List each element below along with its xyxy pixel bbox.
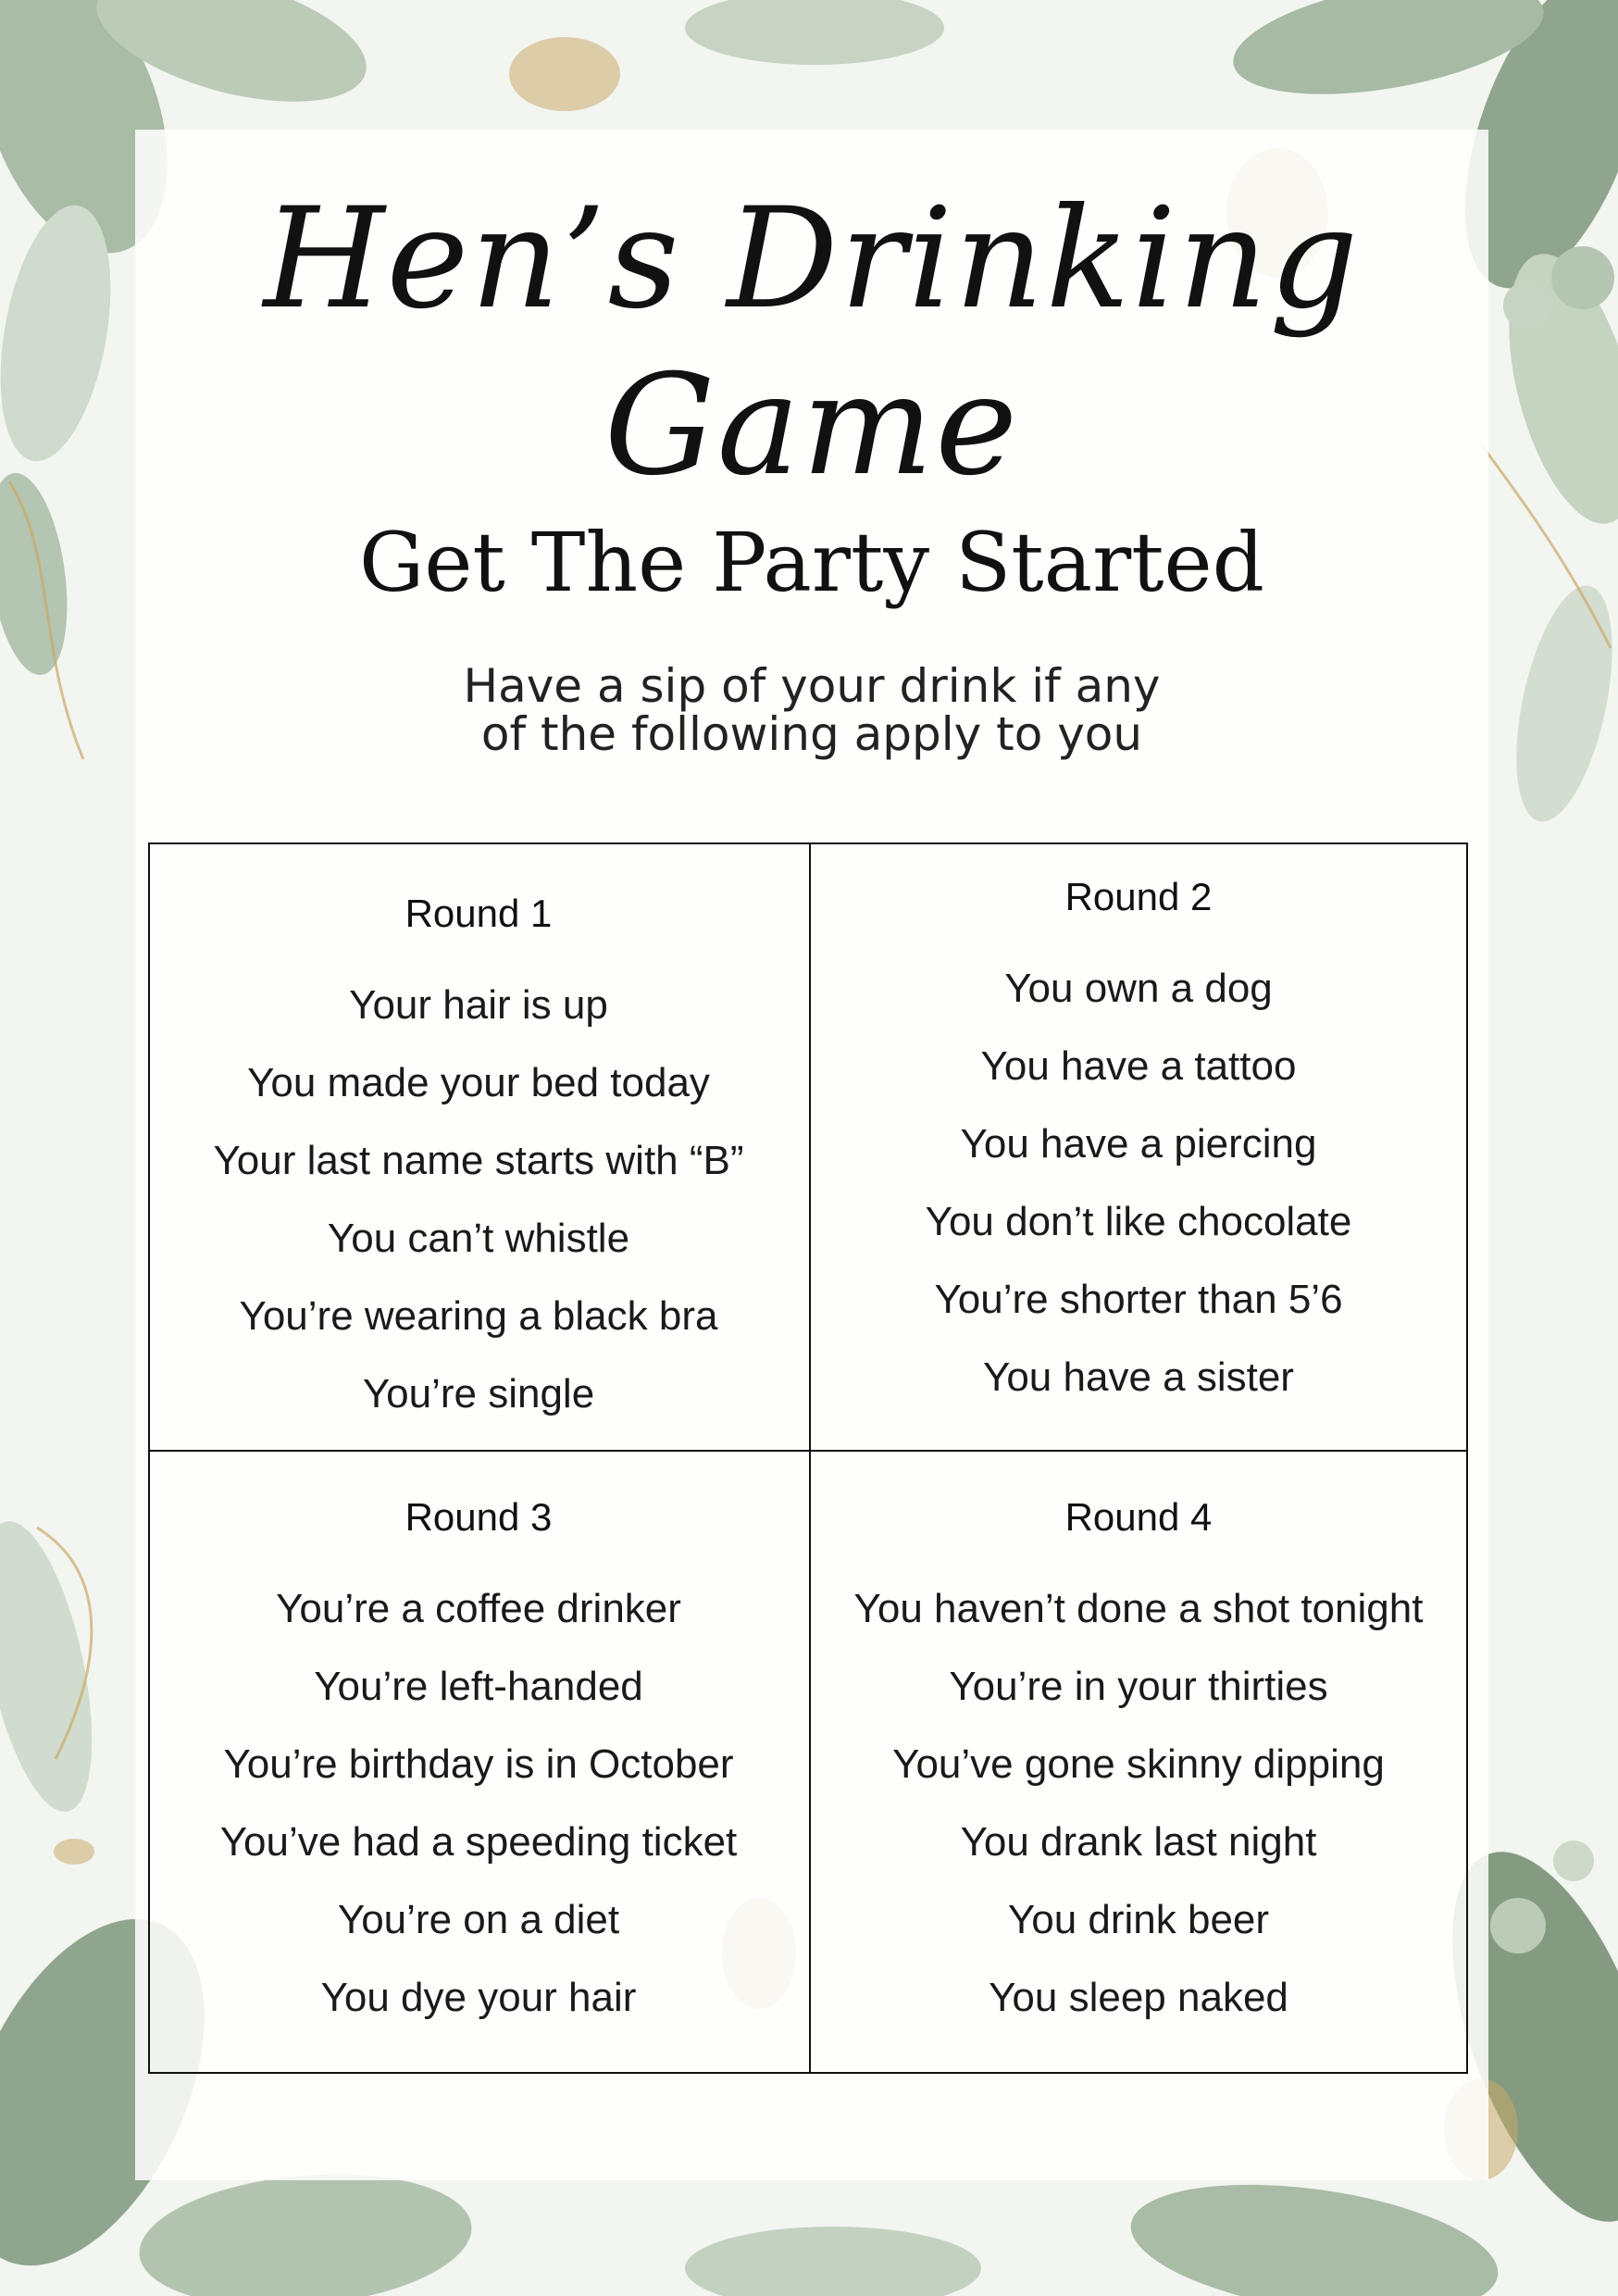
round-1-cell [150,889,807,1433]
page-subtitle: Get The Party Started [359,515,1264,610]
list-item: You’ve had a speeding ticket [219,1819,738,1865]
list-item: You haven’t done a shot tonight [853,1586,1424,1631]
round-2-list [810,950,1467,1416]
instructions-line-2: of the following apply to you [480,707,1143,761]
list-item: You sleep naked [989,1975,1288,2020]
list-item: You’re on a diet [337,1897,620,1942]
round-4-title: Round 4 [1064,1495,1213,1539]
round-1-list [150,967,807,1433]
round-4-cell [810,1492,1467,2037]
grid-divider-horizontal [150,1450,1466,1452]
list-item: You made your bed today [247,1060,710,1105]
instructions-line-1: Have a sip of your drink if any [463,659,1161,713]
list-item: Your last name starts with “B” [213,1138,744,1183]
rounds-grid [148,842,1468,2074]
list-item: You drank last night [960,1819,1317,1865]
round-3-title: Round 3 [404,1495,553,1539]
list-item: You’re wearing a black bra [239,1293,718,1339]
round-3-cell [150,1492,807,2037]
instructions [413,659,1211,761]
list-item: You dye your hair [320,1975,637,2020]
list-item: You’re shorter than 5’6 [934,1277,1343,1322]
list-item: You have a sister [983,1354,1294,1400]
list-item: You’re single [362,1371,595,1416]
list-item: You’re left-handed [314,1664,643,1709]
page-title: Hen’s Drinking Game [263,179,1361,506]
list-item: You’re a coffee drinker [276,1586,681,1631]
round-4-list [810,1570,1467,2037]
list-item: You’re birthday is in October [223,1741,734,1787]
list-item: You don’t like chocolate [925,1199,1352,1244]
round-3-list [150,1570,807,2037]
list-item: You own a dog [1004,966,1273,1011]
list-item: You can’t whistle [327,1216,630,1261]
round-2-title: Round 2 [1064,875,1213,918]
list-item: You drink beer [1007,1897,1270,1942]
list-item: You have a tattoo [980,1043,1297,1089]
list-item: Your hair is up [349,982,608,1028]
round-1-title: Round 1 [404,892,553,935]
round-2-cell [810,872,1467,1416]
list-item: You’re in your thirties [949,1664,1328,1709]
list-item: You have a piercing [960,1121,1317,1167]
list-item: You’ve gone skinny dipping [892,1741,1385,1787]
